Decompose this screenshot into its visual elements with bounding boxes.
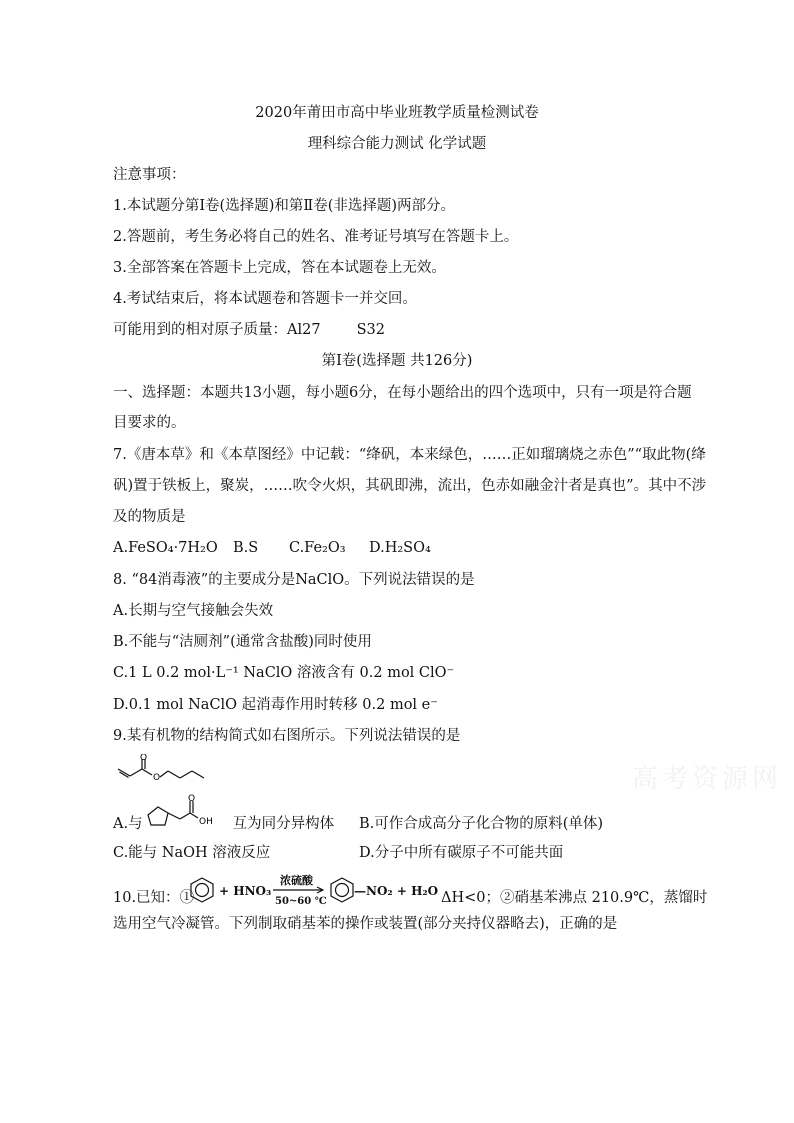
q7-option-b: B.S	[233, 540, 259, 556]
structure-ester-oxygen: O	[153, 773, 161, 783]
q8-option-c: C.1 L 0.2 mol·L⁻¹ NaClO 溶液含有 0.2 mol ClO⁻	[113, 665, 455, 681]
section-title: 第Ⅰ卷(选择题 共126分)	[321, 353, 473, 369]
atomic-mass-label: 可能用到的相对原子质量：	[113, 322, 287, 338]
watermark-text: 高考资源网	[632, 764, 783, 794]
catalyst-label: 浓硫酸	[280, 874, 313, 887]
atomic-mass-al: Al27	[287, 322, 321, 338]
structure-carbonyl-oxygen: O	[140, 754, 148, 763]
q7-line3: 及的物质是	[113, 509, 186, 525]
atomic-mass-s: S32	[356, 322, 385, 338]
notice-item-4: 4.考试结束后，将本试题卷和答题卡一并交回。	[113, 291, 417, 307]
nitration-reaction-equation	[185, 866, 440, 910]
acid-carbonyl-oxygen: O	[188, 794, 196, 804]
cyclopentylacetic-acid-structure	[138, 793, 228, 833]
q9-option-a-suffix: 互为同分异构体	[232, 816, 335, 832]
notice-item-2: 2.答题前，考生务必将自己的姓名、准考证号填写在答题卡上。	[113, 229, 519, 245]
q7-option-c: C.Fe₂O₃	[289, 540, 346, 556]
q10-circle-1: ①	[179, 890, 195, 906]
q9-option-b: B.可作合成高分子化合物的原料(单体)	[359, 816, 604, 832]
nitric-acid: + HNO₃	[219, 884, 272, 898]
q10-tail: ΔH<0；②硝基苯沸点 210.9℃，蒸馏时	[441, 890, 708, 906]
section-intro-line2: 目要求的。	[113, 415, 186, 431]
temperature-label: 50~60 ℃	[275, 896, 327, 907]
q8-stem: 8. “84消毒液”的主要成分是NaClO。下列说法错误的是	[113, 572, 475, 588]
page-title: 2020年莆田市高中毕业班教学质量检测试卷	[255, 105, 539, 121]
page-subtitle: 理科综合能力测试 化学试题	[307, 136, 487, 152]
q7-line1: 7.《唐本草》和《本草图经》中记载：“绛矾，本来绿色，……正如瑠璃烧之赤色”“取此物(绛	[113, 447, 706, 463]
q9-stem: 9.某有机物的结构简式如右图所示。下列说法错误的是	[113, 728, 461, 744]
notice-item-3: 3.全部答案在答题卡上完成，答在本试题卷上无效。	[113, 260, 446, 276]
q8-option-d: D.0.1 mol NaClO 起消毒作用时转移 0.2 mol e⁻	[113, 697, 438, 713]
butyl-acrylate-structure	[112, 754, 222, 794]
q10-label: 10.已知：	[113, 890, 180, 906]
q9-option-a-prefix: A.与	[113, 816, 143, 832]
section-intro-line1: 一、选择题：本题共13小题，每小题6分，在每小题给出的四个选项中，只有一项是符合题	[113, 385, 692, 401]
q7-options	[113, 538, 431, 558]
q10-prefix	[113, 888, 194, 908]
notice-heading: 注意事项：	[113, 167, 186, 183]
notice-item-1: 1.本试题分第Ⅰ卷(选择题)和第Ⅱ卷(非选择题)两部分。	[113, 198, 456, 214]
q7-option-a: A.FeSO₄·7H₂O	[113, 540, 218, 556]
reaction-product: —NO₂ + H₂O	[354, 884, 439, 898]
q7-option-d: D.H₂SO₄	[369, 540, 431, 556]
q9-option-d: D.分子中所有碳原子不可能共面	[359, 845, 564, 861]
acid-hydroxyl: OH	[199, 817, 213, 827]
q7-line2: 矾)置于铁板上，聚炭，……吹令火炽，其矾即沸，流出，色赤如融金汁者是真也”。其中不涉	[113, 478, 707, 494]
q8-option-a: A.长期与空气接触会失效	[113, 603, 274, 619]
atomic-mass-line	[113, 320, 385, 340]
q9-option-c: C.能与 NaOH 溶液反应	[113, 845, 271, 861]
q8-option-b: B.不能与“洁厕剂”(通常含盐酸)同时使用	[113, 634, 372, 650]
q10-line2: 选用空气冷凝管。下列制取硝基苯的操作或装置(部分夹持仪器略去)，正确的是	[113, 916, 618, 932]
